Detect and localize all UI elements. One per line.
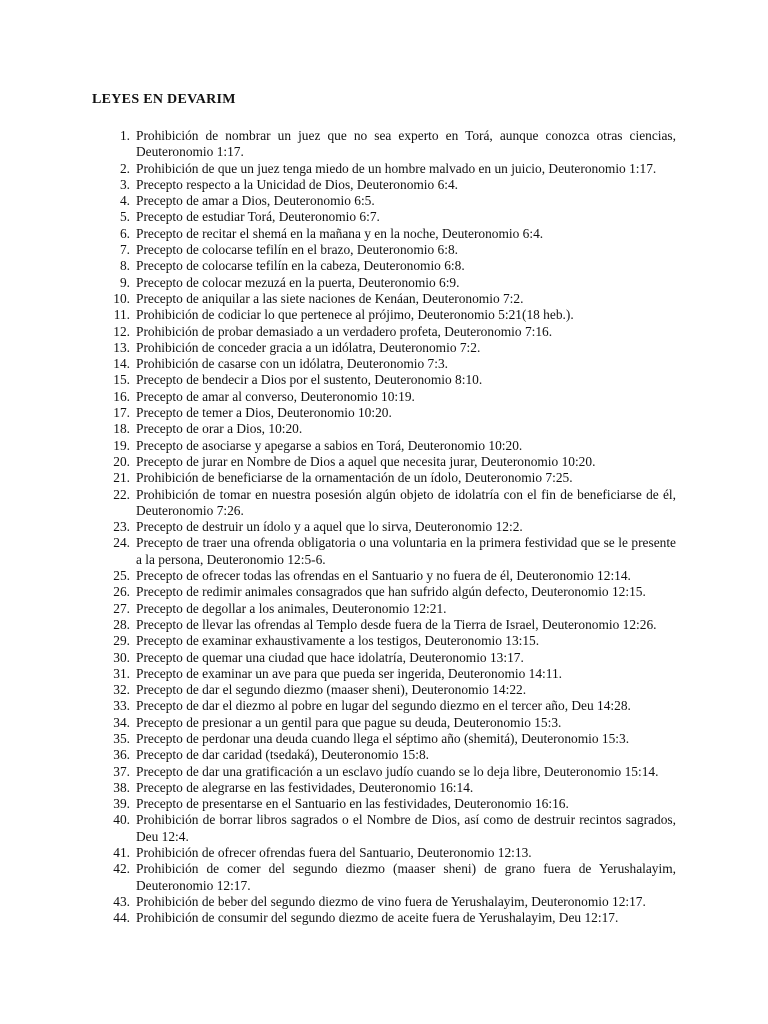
item-number: 15.	[113, 372, 130, 388]
item-number: 21.	[113, 470, 130, 486]
list-item	[108, 405, 676, 421]
item-number: 41.	[113, 845, 130, 861]
item-text: Precepto de aniquilar a las siete naciones de Kenáan, Deuteronomio 7:2.	[136, 290, 524, 306]
list-item	[108, 682, 676, 698]
item-number: 35.	[113, 730, 130, 746]
list-item	[108, 747, 676, 763]
item-text: Precepto de dar el segundo diezmo (maaser sheni), Deuteronomio 14:22.	[136, 682, 527, 698]
item-text: Precepto de redimir animales consagrados que han sufrido algún defecto, Deuteronomio 12:15.	[136, 584, 646, 600]
item-number: 5.	[119, 209, 130, 225]
item-text: Precepto de dar el diezmo al pobre en lugar del segundo diezmo en el tercer año, Deu 14:28.	[136, 698, 631, 714]
item-text: Precepto de colocar mezuzá en la puerta, Deuteronomio 6:9.	[136, 274, 460, 290]
list-item	[108, 340, 676, 356]
item-text: Precepto de temer a Dios, Deuteronomio 10:20.	[136, 405, 392, 421]
item-text: Precepto respecto a la Unicidad de Dios, Deuteronomio 6:4.	[136, 176, 459, 192]
list-item	[108, 307, 676, 323]
item-number: 18.	[113, 421, 130, 437]
list-item	[108, 812, 676, 845]
item-number: 4.	[119, 193, 130, 209]
list-item	[108, 128, 676, 161]
item-number: 34.	[113, 714, 130, 730]
item-number: 42.	[113, 861, 130, 877]
list-item	[108, 894, 676, 910]
item-number: 33.	[113, 698, 130, 714]
item-text: Precepto de destruir un ídolo y a aquel que lo sirva, Deuteronomio 12:2.	[136, 519, 523, 535]
item-number: 24.	[113, 535, 130, 551]
list-item	[108, 845, 676, 861]
item-text: Precepto de estudiar Torá, Deuteronomio 6:7.	[136, 209, 380, 225]
item-text: Prohibición de ofrecer ofrendas fuera del Santuario, Deuteronomio 12:13.	[136, 845, 532, 861]
item-text: Precepto de examinar exhaustivamente a los testigos, Deuteronomio 13:15.	[136, 633, 540, 649]
item-text: Precepto de llevar las ofrendas al Templo desde fuera de la Tierra de Israel, Deuteronomio 12:26.	[136, 616, 657, 632]
item-text: Prohibición de probar demasiado a un verdadero profeta, Deuteronomio 7:16.	[136, 323, 553, 339]
list-item	[108, 177, 676, 193]
item-number: 19.	[113, 437, 130, 453]
item-text: Precepto de traer una ofrenda obligatoria o una voluntaria en la primera festividad que se le presente a la persona, Deuteronomio 12:5-6.	[136, 535, 676, 567]
list-item	[108, 650, 676, 666]
item-text: Precepto de alegrarse en las festividades, Deuteronomio 16:14.	[136, 779, 474, 795]
item-text: Precepto de examinar un ave para que pueda ser ingerida, Deuteronomio 14:11.	[136, 665, 562, 681]
item-text: Prohibición de conceder gracia a un idólatra, Deuteronomio 7:2.	[136, 339, 481, 355]
item-text: Precepto de amar al converso, Deuteronomio 10:19.	[136, 388, 415, 404]
list-item	[108, 226, 676, 242]
item-number: 6.	[119, 225, 130, 241]
laws-list	[108, 128, 676, 927]
list-item	[108, 193, 676, 209]
list-item	[108, 519, 676, 535]
item-text: Precepto de jurar en Nombre de Dios a aquel que necesita jurar, Deuteronomio 10:20.	[136, 453, 596, 469]
item-text: Precepto de orar a Dios, 10:20.	[136, 421, 303, 437]
item-number: 29.	[113, 633, 130, 649]
item-number: 43.	[113, 893, 130, 909]
list-item	[108, 715, 676, 731]
list-item	[108, 324, 676, 340]
item-number: 2.	[119, 160, 130, 176]
item-number: 23.	[113, 519, 130, 535]
list-item	[108, 861, 676, 894]
item-number: 27.	[113, 600, 130, 616]
list-item	[108, 470, 676, 486]
list-item	[108, 372, 676, 388]
list-item	[108, 291, 676, 307]
item-text: Prohibición de tomar en nuestra posesión algún objeto de idolatría con el fin de beneficiarse de él, Deuteronomio 7:26.	[136, 486, 676, 518]
item-text: Prohibición de beber del segundo diezmo de vino fuera de Yerushalayim, Deuteronomio 12:17.	[136, 893, 646, 909]
item-number: 10.	[113, 290, 130, 306]
item-number: 28.	[113, 616, 130, 632]
item-number: 32.	[113, 682, 130, 698]
item-number: 1.	[119, 128, 130, 143]
item-text: Precepto de presionar a un gentil para que pague su deuda, Deuteronomio 15:3.	[136, 714, 562, 730]
item-number: 40.	[113, 812, 130, 828]
list-item	[108, 258, 676, 274]
item-text: Prohibición de que un juez tenga miedo de un hombre malvado en un juicio, Deuteronomio 1:17.	[136, 160, 657, 176]
item-text: Prohibición de comer del segundo diezmo (maaser sheni) de grano fuera de Yerushalayim, Deuteronomio 12:17.	[136, 861, 676, 893]
list-item	[108, 796, 676, 812]
list-item	[108, 454, 676, 470]
item-number: 16.	[113, 388, 130, 404]
item-text: Precepto de amar a Dios, Deuteronomio 6:5.	[136, 193, 375, 209]
item-number: 14.	[113, 356, 130, 372]
item-text: Precepto de ofrecer todas las ofrendas en el Santuario y no fuera de él, Deuteronomio 12:14.	[136, 568, 631, 584]
item-number: 7.	[119, 242, 130, 258]
item-text: Precepto de colocarse tefilín en el brazo, Deuteronomio 6:8.	[136, 242, 458, 258]
item-text: Precepto de presentarse en el Santuario en las festividades, Deuteronomio 16:16.	[136, 796, 569, 812]
item-text: Prohibición de nombrar un juez que no sea experto en Torá, aunque conozca otras ciencias, Deuteronomio 1:17.	[136, 128, 676, 160]
item-text: Precepto de degollar a los animales, Deuteronomio 12:21.	[136, 600, 447, 616]
item-text: Precepto de perdonar una deuda cuando llega el séptimo año (shemitá), Deuteronomio 15:3.	[136, 730, 630, 746]
item-number: 44.	[113, 910, 130, 926]
item-number: 11.	[113, 307, 130, 323]
list-item	[108, 617, 676, 633]
list-item	[108, 910, 676, 926]
list-item	[108, 389, 676, 405]
item-text: Prohibición de codiciar lo que pertenece al prójimo, Deuteronomio 5:21(18 heb.).	[136, 307, 574, 323]
list-item	[108, 731, 676, 747]
item-number: 13.	[113, 339, 130, 355]
item-number: 8.	[119, 258, 130, 274]
item-number: 12.	[113, 323, 130, 339]
item-text: Prohibición de borrar libros sagrados o el Nombre de Dios, así como de destruir recintos sagrados, Deu 12:4.	[136, 812, 676, 844]
item-number: 36.	[113, 747, 130, 763]
list-item	[108, 438, 676, 454]
item-number: 17.	[113, 405, 130, 421]
list-item	[108, 601, 676, 617]
item-text: Precepto de asociarse y apegarse a sabios en Torá, Deuteronomio 10:20.	[136, 437, 523, 453]
list-item	[108, 161, 676, 177]
item-text: Precepto de quemar una ciudad que hace idolatría, Deuteronomio 13:17.	[136, 649, 524, 665]
item-number: 20.	[113, 453, 130, 469]
item-number: 30.	[113, 649, 130, 665]
list-item	[108, 764, 676, 780]
list-item	[108, 487, 676, 520]
item-text: Precepto de dar una gratificación a un esclavo judío cuando se lo deja libre, Deuteronomio 15:14.	[136, 763, 659, 779]
item-number: 31.	[113, 665, 130, 681]
item-number: 26.	[113, 584, 130, 600]
item-number: 3.	[119, 176, 130, 192]
item-number: 25.	[113, 568, 130, 584]
list-item	[108, 666, 676, 682]
list-item	[108, 535, 676, 568]
item-text: Precepto de recitar el shemá en la mañana y en la noche, Deuteronomio 6:4.	[136, 225, 544, 241]
list-item	[108, 633, 676, 649]
list-item	[108, 209, 676, 225]
item-text: Precepto de bendecir a Dios por el sustento, Deuteronomio 8:10.	[136, 372, 483, 388]
list-item	[108, 275, 676, 291]
item-number: 38.	[113, 779, 130, 795]
list-item	[108, 568, 676, 584]
item-number: 9.	[119, 274, 130, 290]
list-item	[108, 356, 676, 372]
list-item	[108, 698, 676, 714]
item-text: Prohibición de casarse con un idólatra, Deuteronomio 7:3.	[136, 356, 448, 372]
item-text: Prohibición de beneficiarse de la ornamentación de un ídolo, Deuteronomio 7:25.	[136, 470, 573, 486]
list-item	[108, 242, 676, 258]
item-number: 37.	[113, 763, 130, 779]
item-number: 22.	[113, 486, 130, 502]
item-text: Prohibición de consumir del segundo diezmo de aceite fuera de Yerushalayim, Deu 12:17.	[136, 910, 619, 926]
list-item	[108, 780, 676, 796]
item-text: Precepto de dar caridad (tsedaká), Deuteronomio 15:8.	[136, 747, 429, 763]
list-item	[108, 584, 676, 600]
list-item	[108, 421, 676, 437]
item-number: 39.	[113, 796, 130, 812]
document-title: LEYES EN DEVARIM	[92, 92, 236, 107]
item-text: Precepto de colocarse tefilín en la cabeza, Deuteronomio 6:8.	[136, 258, 465, 274]
